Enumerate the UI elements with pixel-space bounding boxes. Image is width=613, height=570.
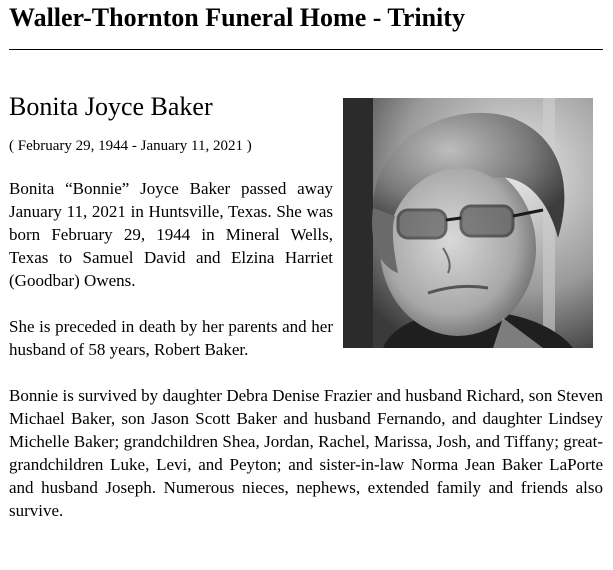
obituary <box>9 90 603 545</box>
life-dates: ( February 29, 1944 - January 11, 2021 ) <box>9 138 252 154</box>
obituary-paragraph: Bonnie is survived by daughter Debra Denise Frazier and husband Richard, son Steven Michael Baker, son Jason Scott Baker and husband Fernando, and daughter Lindsey Michelle Baker; grandchildren Shea, Jordan, Rachel, Marissa, Josh, and Tiffany; great-grandchildren Luke, Levi, and Peyton; and sister-in-law Norma Jean Baker LaPorte and husband Joseph. Numerous nieces, nephews, extended family and friends also survive. <box>9 386 603 520</box>
site-title: Waller-Thornton Funeral Home - Trinity <box>9 3 465 32</box>
portrait-photo-icon <box>343 98 593 348</box>
site-header <box>9 2 603 34</box>
header-divider <box>9 49 603 50</box>
obituary-paragraph: She is preceded in death by her parents and her husband of 58 years, Robert Baker. <box>9 317 333 359</box>
deceased-name: Bonita Joyce Baker <box>9 92 213 121</box>
obituary-paragraph: Bonita “Bonnie” Joyce Baker passed away January 11, 2021 in Huntsville, Texas. She was born February 29, 1944 in Mineral Wells, Texas to Samuel David and Elzina Harriet (Goodbar) Owens. <box>9 179 333 290</box>
obituary-photo <box>343 98 593 348</box>
